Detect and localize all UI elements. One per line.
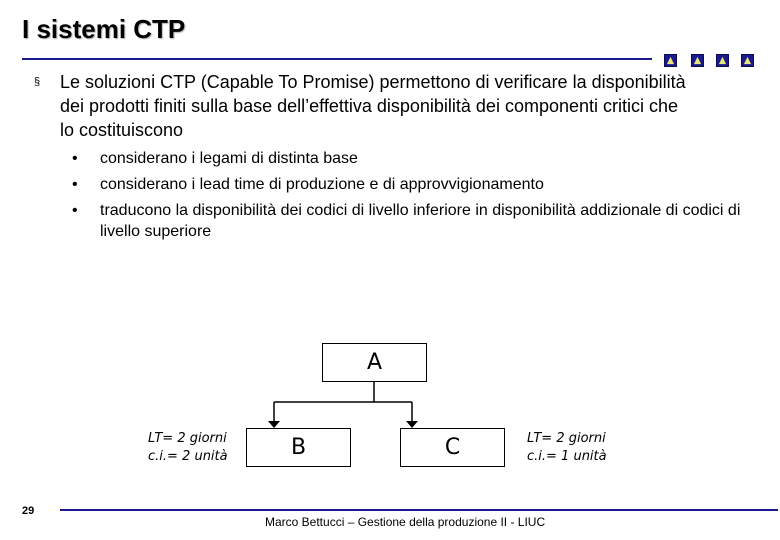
sub-bullet-list [72,148,752,247]
decorative-square-icon [741,54,754,67]
bullet-dot-icon: • [72,176,78,193]
right-annotation [527,430,607,466]
footer-text: Marco Bettucci – Gestione della produzione II - LIUC [265,515,546,529]
left-annotation [148,430,228,466]
slide-title: I sistemi CTP [22,14,186,44]
page-number: 29 [22,505,35,517]
node-a: A [322,343,427,382]
sub-bullet-text: considerano i legami di distinta base [100,150,358,167]
decorative-square-icon [691,54,704,67]
node-c: C [400,428,505,467]
right-annotation-lead-time: LT= 2 giorni [527,431,606,446]
decorative-square-icon [716,54,729,67]
arrowhead-c [406,421,418,428]
list-item [72,148,752,169]
title-underline [22,58,652,60]
arrowhead-b [268,421,280,428]
list-item [72,200,752,242]
footer-rule [60,509,778,511]
bullet-dot-icon: • [72,150,78,167]
sub-bullet-text: considerano i lead time di produzione e di approvvigionamento [100,176,544,193]
section-bullet-icon: § [34,76,41,88]
list-item [72,174,752,195]
right-annotation-quantity: c.i.= 1 unità [527,449,607,464]
node-b: B [246,428,351,467]
left-annotation-lead-time: LT= 2 giorni [148,431,227,446]
sub-bullet-text: traducono la disponibilità dei codici di livello inferiore in disponibilità addizionale di codici di livello superiore [100,202,741,240]
main-bullet-text: Le soluzioni CTP (Capable To Promise) permettono di verificare la disponibilità dei prodotti finiti sulla base dell’effettiva disponibilità dei componenti critici che lo costituiscono [60,72,686,140]
bullet-dot-icon: • [72,202,78,219]
left-annotation-quantity: c.i.= 2 unità [148,449,228,464]
main-bullet [34,70,694,142]
decorative-square-icon [664,54,677,67]
